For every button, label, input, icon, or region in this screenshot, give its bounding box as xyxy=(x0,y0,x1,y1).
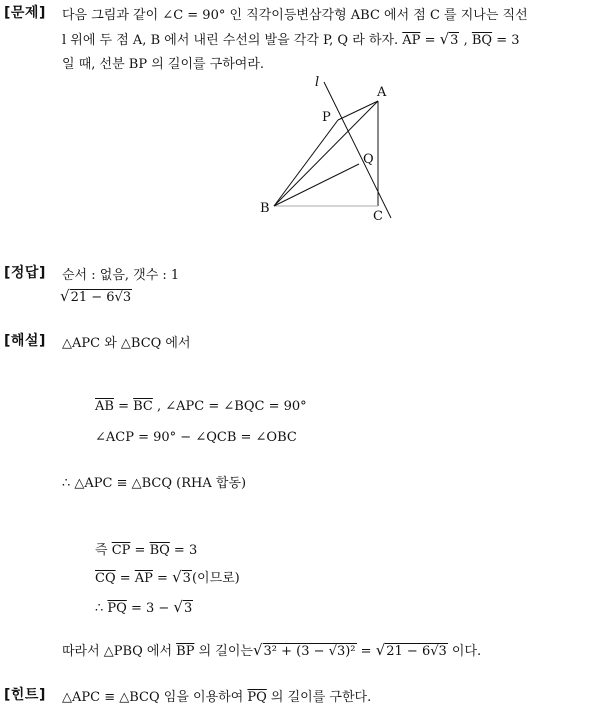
label-B: B xyxy=(260,201,270,216)
solution-step-2: ∠ACP = 90° − ∠QCB = ∠OBC xyxy=(95,430,297,445)
eq-sign: = xyxy=(420,33,440,48)
label-C: C xyxy=(373,209,383,224)
solution-tag: [해설] xyxy=(4,333,46,349)
hint-line: △APC ≡ △BCQ 임을 이용하여 $\overline{PQ}$ 의 길이를 구한다. xyxy=(62,690,372,705)
answer-tag: [정답] xyxy=(4,265,46,281)
problem-line-1: 다음 그림과 같이 ∠C = 90° 인 직각이등변삼각형 ABC 에서 점 C 를 지나는 직선 xyxy=(62,8,528,23)
answer-radicand: 21 − 6√3 xyxy=(70,290,132,305)
segment-AP xyxy=(338,101,378,120)
solution-step-4: 즉 $\overline{CP} = \overline{BQ} = 3$ xyxy=(95,543,198,558)
solution-conclusion: 따라서 △PBQ 에서 $\overline{BP}$ 의 길이는√3² + (3 − √3)² = √21 − 6√3 이다. xyxy=(62,641,482,659)
comma: , xyxy=(459,33,472,48)
bq-segment: $\overline{BQ}$ xyxy=(471,33,493,48)
solution-step-5: $\overline{CQ} = \overline{AP} = √3$(이므로) xyxy=(95,568,240,586)
solution-step-6: ∴ $\overline{PQ} = 3 - √3$ xyxy=(95,598,193,616)
label-P: P xyxy=(322,110,331,125)
line-l xyxy=(324,82,391,218)
triangle-figure xyxy=(0,0,591,230)
hint-tag: [힌트] xyxy=(4,687,46,703)
sqrt3-value: √3 xyxy=(439,30,459,48)
answer-line-1: 순서 : 없음, 갯수 : 1 xyxy=(62,268,180,283)
segment-BQ xyxy=(274,164,359,206)
ap-segment: $\overline{AP}$ xyxy=(402,33,421,48)
label-A: A xyxy=(377,85,387,100)
solution-step-3: ∴ △APC ≡ △BCQ (RHA 합동) xyxy=(62,476,247,491)
solution-step-1: $\overline{AB} = \overline{BC}$ , ∠APC = ∠BQC = 90° xyxy=(95,399,307,414)
problem-tag: [문제] xyxy=(4,5,46,21)
eq-three: = 3 xyxy=(492,33,520,48)
problem-line-3: 일 때, 선분 BP 의 길이를 구하여라. xyxy=(62,57,265,72)
segment-BP xyxy=(274,120,338,206)
answer-value: √21 − 6√3 xyxy=(60,287,132,305)
solution-intro: △APC 와 △BCQ 에서 xyxy=(62,336,191,351)
label-Q: Q xyxy=(363,152,374,167)
problem-line-2-text: l 위에 두 점 A, B 에서 내린 수선의 발을 각각 P, Q 라 하자. xyxy=(62,33,403,48)
label-l: l xyxy=(315,75,320,90)
